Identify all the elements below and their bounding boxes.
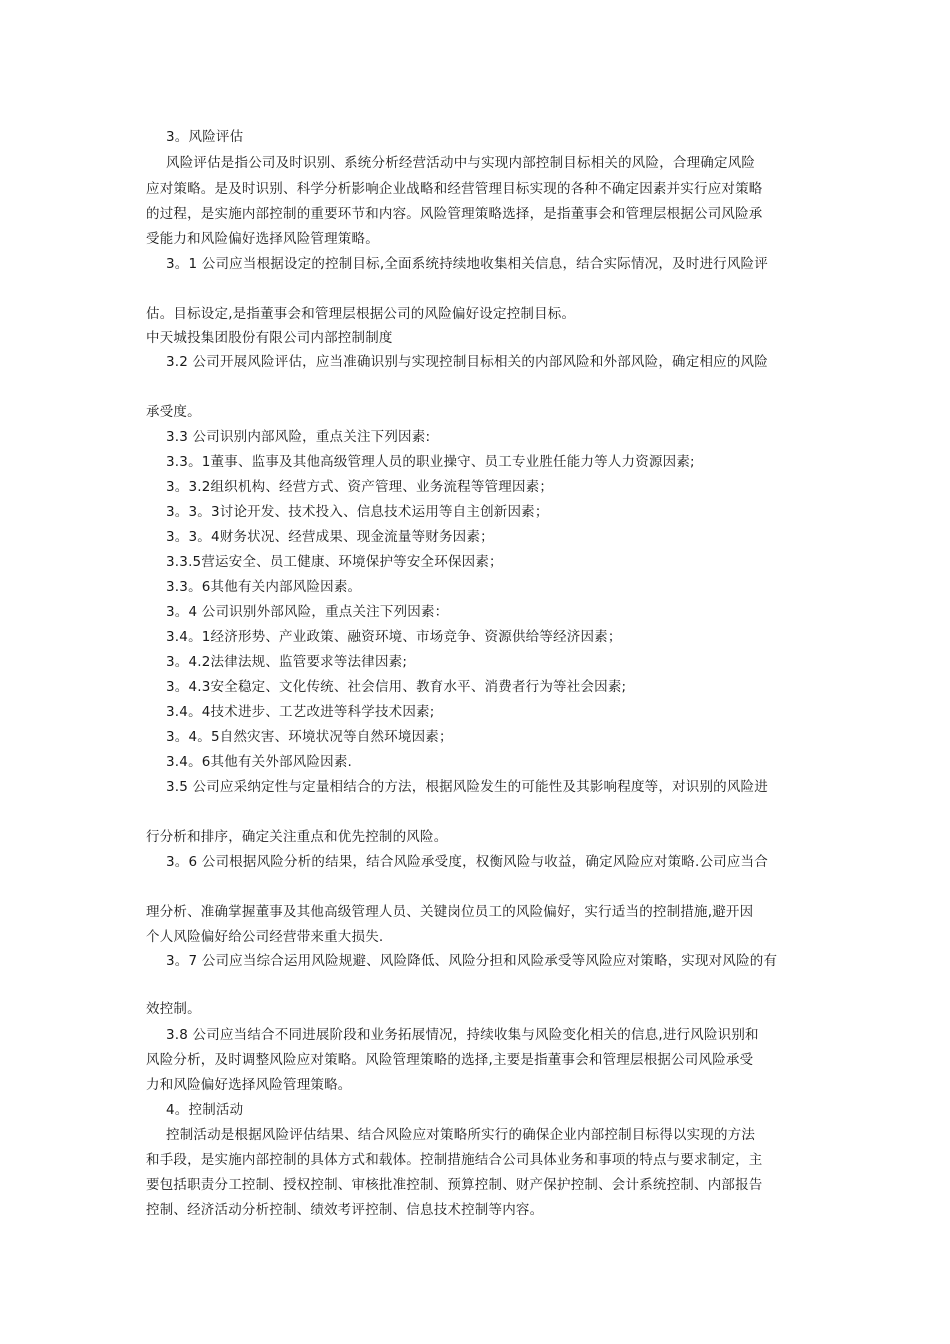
paragraph-line: 力和风险偏好选择风险管理策略。 — [146, 1077, 352, 1093]
paragraph-line: 的过程，是实施内部控制的重要环节和内容。风险管理策略选择，是指董事会和管理层根据公司风险承 — [146, 206, 763, 222]
list-item: 3。4 公司识别外部风险，重点关注下列因素： — [166, 604, 449, 620]
list-item: 3。3。3讨论开发、技术投入、信息技术运用等自主创新因素； — [166, 504, 549, 520]
paragraph-line: 3。1 公司应当根据设定的控制目标,全面系统持续地收集相关信息，结合实际情况，及时进行风险评 — [166, 256, 768, 272]
list-item: 3.3.5营运安全、员工健康、环境保护等安全环保因素； — [166, 554, 503, 570]
list-item: 3.3 公司识别内部风险，重点关注下列因素: — [166, 429, 431, 445]
paragraph-line: 3。7 公司应当综合运用风险规避、风险降低、风险分担和风险承受等风险应对策略，实现对风险的有 — [166, 953, 778, 969]
paragraph-line: 应对策略。是及时识别、科学分析影响企业战略和经营管理目标实现的各种不确定因素并实行应对策略 — [146, 181, 763, 197]
paragraph-line: 控制活动是根据风险评估结果、结合风险应对策略所实行的确保企业内部控制目标得以实现的方法 — [166, 1127, 756, 1143]
list-item: 3。4。5自然灾害、环境状况等自然环境因素； — [166, 729, 453, 745]
paragraph-line: 3.2 公司开展风险评估，应当准确识别与实现控制目标相关的内部风险和外部风险，确定相应的风险 — [166, 354, 768, 370]
paragraph-line: 效控制。 — [146, 1001, 201, 1017]
list-item: 3.4。4技术进步、工艺改进等科学技术因素; — [166, 704, 435, 720]
paragraph-line: 3.5 公司应采纳定性与定量相结合的方法，根据风险发生的可能性及其影响程度等，对识别的风险进 — [166, 779, 768, 795]
section-heading: 3。风险评估 — [166, 129, 244, 145]
paragraph-line: 3。6 公司根据风险分析的结果，结合风险承受度，权衡风险与收益，确定风险应对策略.公司应当合 — [166, 854, 768, 870]
list-item: 3。4.3安全稳定、文化传统、社会信用、教育水平、消费者行为等社会因素; — [166, 679, 627, 695]
list-item: 3.3。6其他有关内部风险因素。 — [166, 579, 362, 595]
list-item: 3。3。4财务状况、经营成果、现金流量等财务因素； — [166, 529, 494, 545]
list-item: 3.4。1经济形势、产业政策、融资环境、市场竞争、资源供给等经济因素； — [166, 629, 622, 645]
paragraph-line: 和手段，是实施内部控制的具体方式和载体。控制措施结合公司具体业务和事项的特点与要求制定，主 — [146, 1152, 763, 1168]
list-item: 3。4.2法律法规、监管要求等法律因素; — [166, 654, 408, 670]
paragraph-line: 估。目标设定,是指董事会和管理层根据公司的风险偏好设定控制目标。 — [146, 306, 576, 322]
paragraph-line: 承受度。 — [146, 404, 201, 420]
paragraph-line: 要包括职责分工控制、授权控制、审核批准控制、预算控制、财产保护控制、会计系统控制、内部报告 — [146, 1177, 763, 1193]
paragraph-line: 个人风险偏好给公司经营带来重大损失. — [146, 929, 384, 945]
list-item: 3.3。1董事、监事及其他高级管理人员的职业操守、员工专业胜任能力等人力资源因素; — [166, 454, 695, 470]
paragraph-line: 风险评估是指公司及时识别、系统分析经营活动中与实现内部控制目标相关的风险，合理确定风险 — [166, 155, 756, 171]
paragraph-line: 3.8 公司应当结合不同进展阶段和业务拓展情况，持续收集与风险变化相关的信息,进行风险识别和 — [166, 1027, 759, 1043]
list-item: 3.4。6其他有关外部风险因素. — [166, 754, 353, 770]
list-item: 3。3.2组织机构、经营方式、资产管理、业务流程等管理因素； — [166, 479, 554, 495]
paragraph-line: 控制、经济活动分析控制、绩效考评控制、信息技术控制等内容。 — [146, 1202, 544, 1218]
section-heading: 4。控制活动 — [166, 1102, 244, 1118]
paragraph-line: 受能力和风险偏好选择风险管理策略。 — [146, 231, 379, 247]
paragraph-line: 理分析、准确掌握董事及其他高级管理人员、关键岗位员工的风险偏好，实行适当的控制措施,避开因 — [146, 904, 754, 920]
paragraph-line: 行分析和排序，确定关注重点和优先控制的风险。 — [146, 829, 448, 845]
paragraph-line: 风险分析，及时调整风险应对策略。风险管理策略的选择,主要是指董事会和管理层根据公司风险承受 — [146, 1052, 754, 1068]
running-header: 中天城投集团股份有限公司内部控制制度 — [146, 330, 393, 346]
